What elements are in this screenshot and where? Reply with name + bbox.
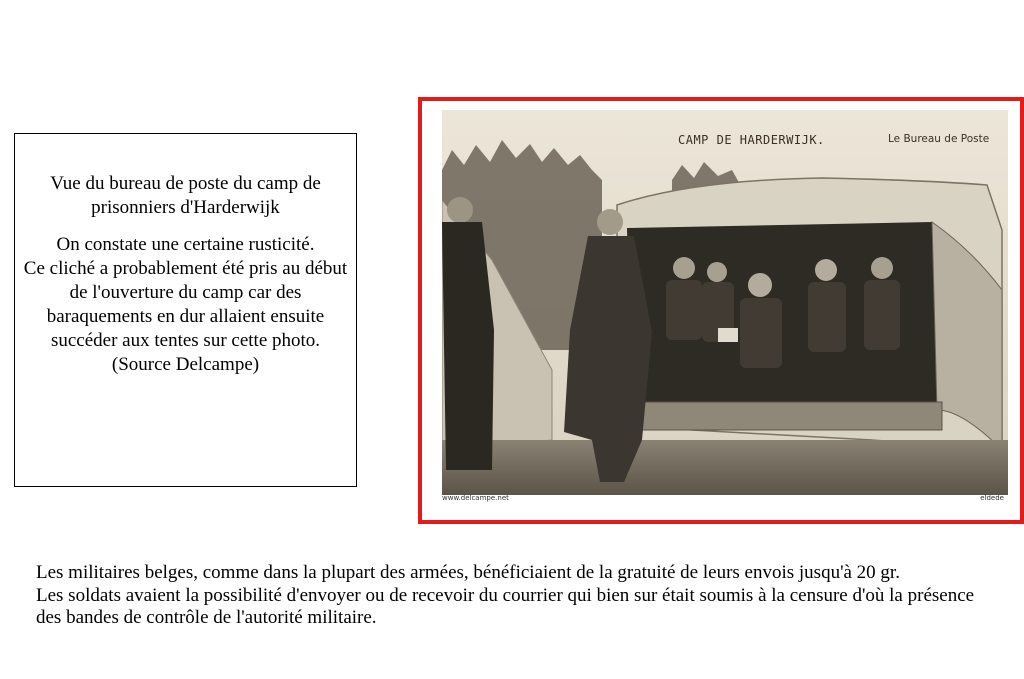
body-text	[36, 562, 996, 630]
caption-line-1: On constate une certaine rusticité.	[56, 234, 315, 255]
postcard-subtitle: Le Bureau de Poste	[888, 133, 990, 145]
wooden-counter	[632, 402, 942, 430]
caption-source: (Source Delcampe)	[111, 354, 260, 375]
caption-box	[14, 133, 357, 487]
watermark-left: www.delcampe.net	[442, 494, 509, 502]
body-paragraph-1: Les militaires belges, comme dans la plupart des armées, bénéficiaient de la gratuité de leurs envois jusqu'à 20 gr.	[36, 562, 900, 583]
postcard-photo	[442, 110, 1008, 508]
watermark-right: eldede	[980, 494, 1004, 502]
body-paragraph-2: Les soldats avaient la possibilité d'envoyer ou de recevoir du courrier qui bien sur était soumis à la censure d'où la présence des bandes de contrôle de l'autorité militaire.	[36, 584, 975, 628]
caption-line-2: Ce cliché a probablement été pris au début de l'ouverture du camp car des baraquements en dur allaient ensuite succéder aux tentes sur cette photo.	[23, 258, 348, 351]
caption-text	[15, 233, 356, 377]
caption-title: Vue du bureau de poste du camp de prisonniers d'Harderwijk	[50, 173, 321, 218]
postcard-title: CAMP DE HARDERWIJK.	[678, 133, 825, 147]
postcard-image	[442, 110, 1008, 508]
postcard-frame	[418, 97, 1024, 524]
ground	[442, 440, 1008, 495]
